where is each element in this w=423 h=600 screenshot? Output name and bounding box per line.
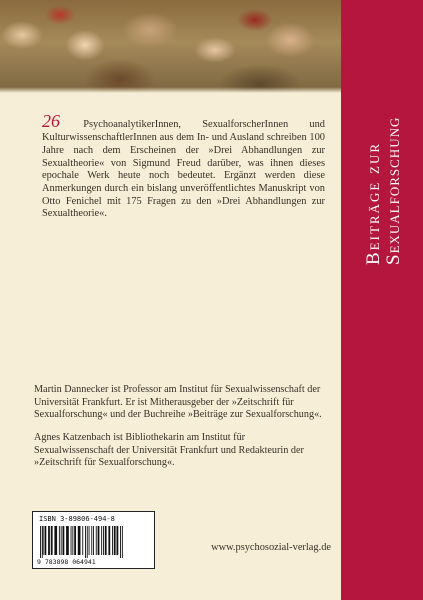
author-bio-katzenbach: Agnes Katzenbach ist Bibliothekarin am Institut für Sexualwissenschaft der Universität Frankfurt und Redakteurin der »Zeitschrift für Sexualforschung«. — [34, 432, 304, 469]
series-title — [364, 35, 404, 265]
blurb-text: PsychoanalytikerInnen, SexualforscherInnen und KulturwissenschaftlerInnen aus dem In- und Ausland schreiben 100 Jahre nach dem Erscheinen der »Drei Abhandlungen zur Sexualtheorie« von Sigmund Freud darüber, was ihnen dieses epochale Werk heute noch bedeutet. Ergänzt werden diese Anmerkungen durch ein bislang unveröffentlichtes Manuskript von Otto Fenichel mit 175 Fragen zu den »Drei Abhandlungen zur Sexualtheorie«. — [42, 119, 325, 220]
blurb-paragraph — [42, 111, 325, 221]
ean-number: 9 783898 064941 — [37, 558, 96, 566]
publisher-website: www.psychosozial-verlag.de — [211, 542, 331, 553]
isbn-label: ISBN 3-89806-494-8 — [39, 515, 115, 523]
author-bio-dannecker: Martin Dannecker ist Professor am Institut für Sexualwissenschaft der Universität Frankfurt. Er ist Mitherausgeber der »Zeitschrift für Sexualforschung« und der Buchreihe »Beiträge zur Sexualforschung«. — [34, 384, 322, 421]
blurb-lead-number: 26 — [42, 111, 60, 132]
barcode-bars — [40, 526, 148, 558]
series-title-line1: Beiträge zur — [363, 141, 384, 265]
isbn-barcode — [32, 511, 155, 569]
cover-painting-image — [0, 0, 341, 93]
series-title-line2: Sexualforschung — [383, 116, 404, 265]
